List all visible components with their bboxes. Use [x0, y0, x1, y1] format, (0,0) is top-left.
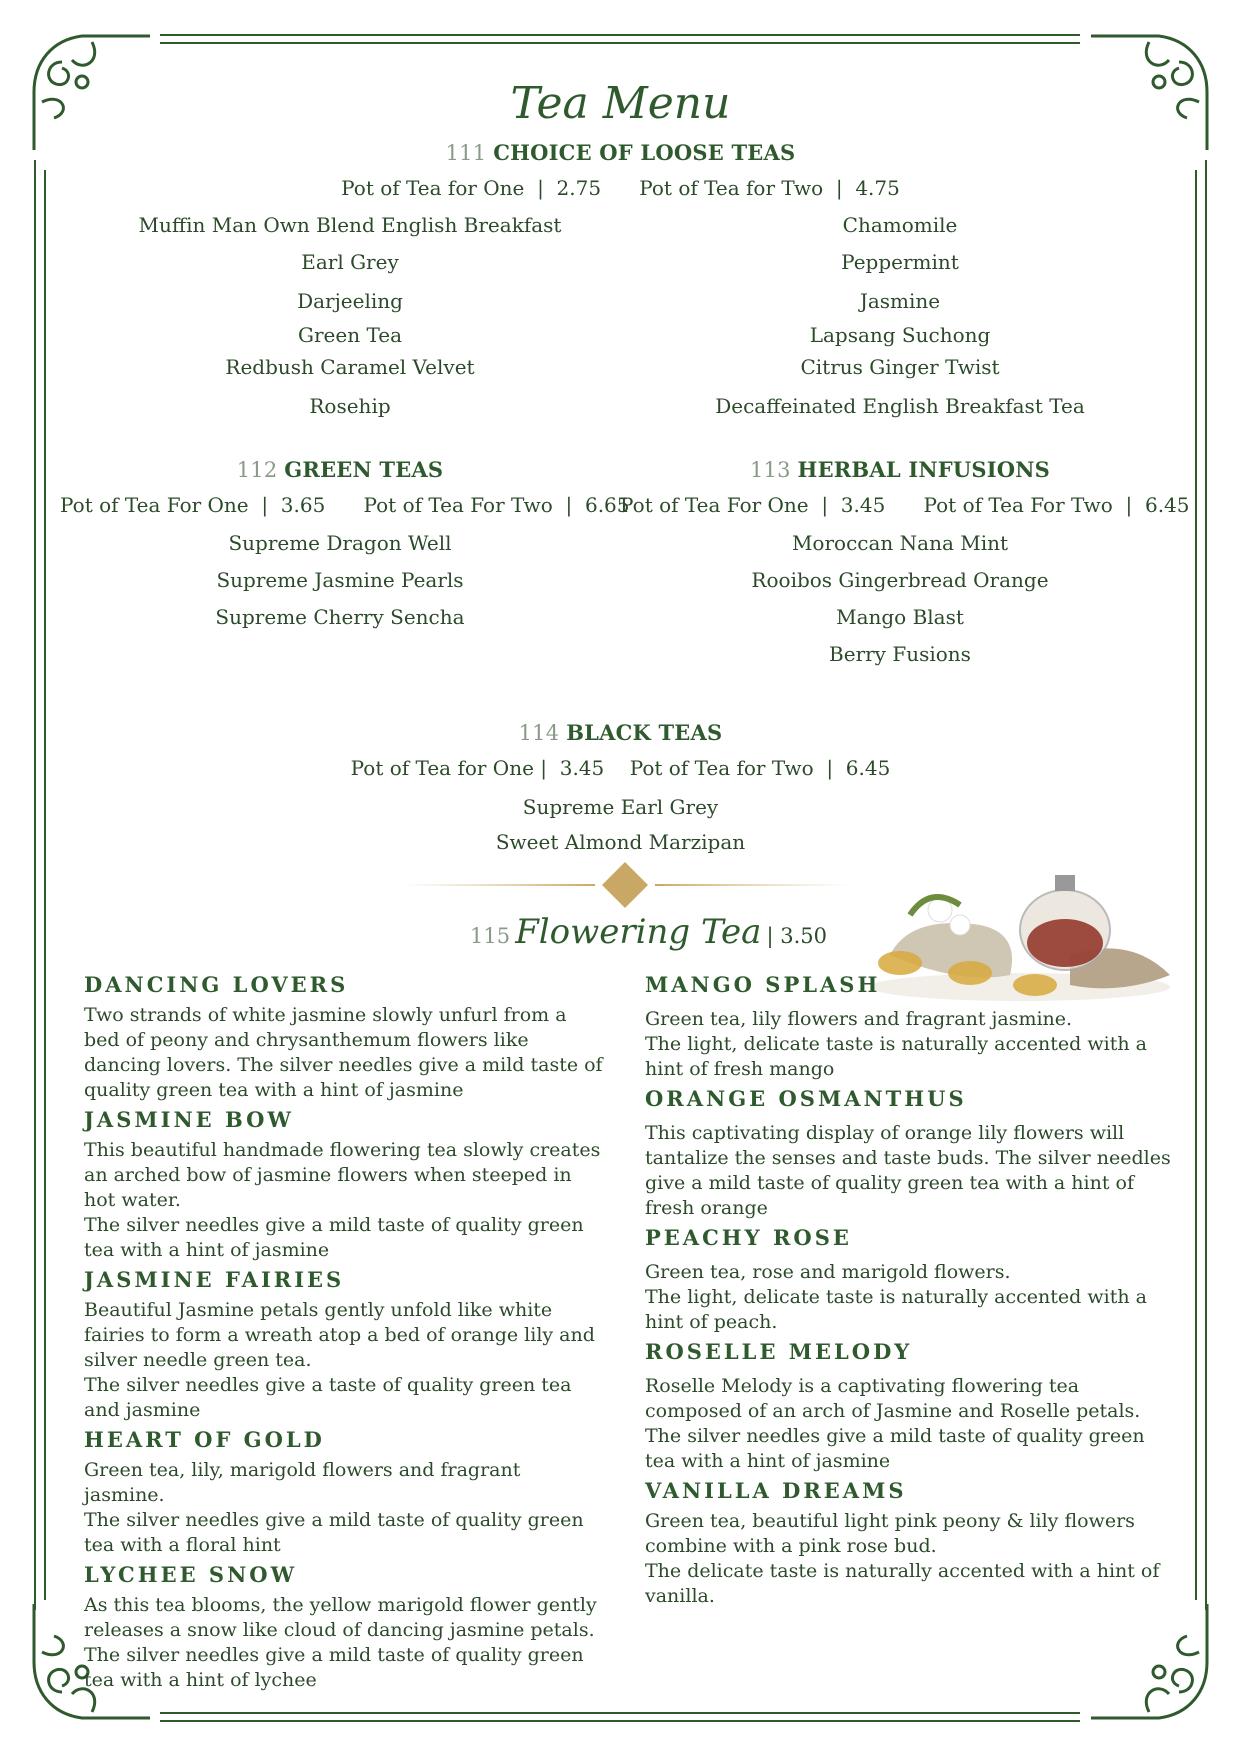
section-number: 113: [749, 458, 791, 482]
black-item: Sweet Almond Marzipan: [495, 830, 746, 854]
loose-item: Muffin Man Own Blend English Breakfast: [138, 213, 562, 237]
loose-item: Earl Grey: [301, 250, 399, 274]
flower-tea-name: JASMINE FAIRIES: [84, 1267, 345, 1292]
flowering-price: | 3.50: [766, 924, 827, 948]
loose-item: Rosehip: [309, 394, 391, 418]
loose-item: Jasmine: [859, 289, 941, 313]
flower-tea-desc: This beautiful handmade flowering tea slowly creates an arched bow of jasmine flowers when steeped in hot water. The silver needles give a mild taste of quality green tea with a hint of jasmine: [84, 1139, 601, 1261]
menu-title: Tea Menu: [510, 78, 731, 129]
loose-item: Citrus Ginger Twist: [800, 355, 1000, 379]
frame-bottom-line: [160, 1712, 1080, 1714]
flower-tea-desc: Roselle Melody is a captivating flowering tea composed of an arch of Jasmine and Roselle petals. The silver needles give a mild taste of quality green tea with a hint of jasmine: [645, 1375, 1145, 1472]
herbal-item: Mango Blast: [836, 605, 964, 629]
section-number: 112: [236, 458, 278, 482]
flower-tea-entry: [645, 1225, 1175, 1335]
section-heading-flowering: [470, 912, 827, 952]
frame-top-line: [160, 34, 1080, 36]
section-name: CHOICE OF LOOSE TEAS: [493, 140, 796, 165]
flower-tea-desc: Green tea, beautiful light pink peony & lily flowers combine with a pink rose bud. The delicate taste is naturally accented with a hint of vanilla.: [645, 1510, 1160, 1607]
herbal-item: Rooibos Gingerbread Orange: [751, 568, 1049, 592]
flower-tea-desc: Two strands of white jasmine slowly unfurl from a bed of peony and chrysanthemum flowers like dancing lovers. The silver needles give a mild taste of quality green tea with a hint of jasmine: [84, 1004, 603, 1101]
flowering-left-column: [84, 972, 604, 1693]
gold-divider: [400, 860, 850, 910]
section-number: 111: [445, 141, 487, 165]
section-heading-herbal: [620, 457, 1180, 482]
section-heading-black: [0, 720, 1241, 745]
frame-left-line-inner: [44, 170, 46, 1600]
flower-tea-entry: [645, 1478, 1175, 1609]
loose-item: Green Tea: [298, 323, 402, 347]
loose-item: Darjeeling: [297, 289, 403, 313]
corner-flourish-bottom-right: [1089, 1602, 1219, 1732]
flower-tea-desc: As this tea blooms, the yellow marigold flower gently releases a snow like cloud of dancing jasmine petals. The silver needles give a mild taste of quality green tea with a hint of lychee: [84, 1594, 597, 1691]
flower-tea-entry: [645, 1086, 1175, 1221]
flower-tea-desc: Beautiful Jasmine petals gently unfold like white fairies to form a wreath atop a bed of orange lily and silver needle green tea. The silver needles give a taste of quality green tea and jasmine: [84, 1299, 595, 1421]
flower-tea-name: PEACHY ROSE: [645, 1225, 852, 1250]
flower-tea-entry: [645, 972, 1175, 1082]
black-item: Supreme Earl Grey: [522, 795, 719, 819]
flower-tea-entry: [84, 1267, 604, 1423]
flower-tea-desc: This captivating display of orange lily flowers will tantalize the senses and taste buds. The silver needles give a mild taste of quality green tea with a hint of fresh orange: [645, 1122, 1171, 1219]
herbal-item: Moroccan Nana Mint: [791, 531, 1009, 555]
flower-tea-entry: [84, 1427, 604, 1558]
flower-tea-name: DANCING LOVERS: [84, 972, 349, 997]
section-name: HERBAL INFUSIONS: [797, 457, 1051, 482]
black-price-line: Pot of Tea for One | 3.45 Pot of Tea for Two | 6.45: [350, 756, 891, 780]
loose-price-line: Pot of Tea for One | 2.75 Pot of Tea for Two | 4.75: [341, 176, 900, 200]
herbal-price-line: Pot of Tea For One | 3.45 Pot of Tea For Two | 6.45: [620, 493, 1190, 517]
flower-tea-name: ROSELLE MELODY: [645, 1339, 913, 1364]
loose-item: Chamomile: [842, 213, 958, 237]
flower-tea-name: JASMINE BOW: [84, 1107, 294, 1132]
loose-item: Redbush Caramel Velvet: [225, 355, 475, 379]
flower-tea-name: LYCHEE SNOW: [84, 1562, 298, 1587]
flowering-title: Flowering Tea: [515, 912, 762, 952]
loose-item: Lapsang Suchong: [809, 323, 991, 347]
frame-right-line-inner: [1195, 170, 1197, 1600]
frame-left-line: [34, 160, 36, 1610]
section-name: BLACK TEAS: [566, 720, 723, 745]
flower-tea-entry: [84, 1107, 604, 1263]
flower-tea-entry: [645, 1339, 1175, 1474]
section-name: GREEN TEAS: [284, 457, 444, 482]
loose-item: Decaffeinated English Breakfast Tea: [715, 394, 1085, 418]
flower-tea-entry: [84, 1562, 604, 1693]
section-heading-loose: [0, 140, 1241, 165]
flower-tea-name: HEART OF GOLD: [84, 1427, 325, 1452]
flower-tea-desc: Green tea, rose and marigold flowers. The light, delicate taste is naturally accented with a hint of peach.: [645, 1261, 1147, 1333]
section-number: 115: [470, 924, 511, 948]
flower-tea-name: ORANGE OSMANTHUS: [645, 1086, 967, 1111]
green-item: Supreme Cherry Sencha: [215, 605, 465, 629]
frame-top-line-inner: [160, 42, 1080, 44]
loose-item: Peppermint: [841, 250, 959, 274]
section-heading-green: [60, 457, 620, 482]
green-item: Supreme Dragon Well: [228, 531, 452, 555]
frame-bottom-line-inner: [160, 1720, 1080, 1722]
flower-tea-entry: [84, 972, 604, 1103]
flower-tea-name: MANGO SPLASH: [645, 972, 881, 997]
flower-tea-name: VANILLA DREAMS: [645, 1478, 907, 1503]
herbal-item: Berry Fusions: [829, 642, 971, 666]
section-number: 114: [518, 721, 560, 745]
flower-tea-desc: Green tea, lily, marigold flowers and fragrant jasmine. The silver needles give a mild taste of quality green tea with a floral hint: [84, 1459, 584, 1556]
frame-right-line: [1205, 160, 1207, 1610]
green-item: Supreme Jasmine Pearls: [216, 568, 464, 592]
flowering-right-column: [645, 972, 1175, 1609]
green-price-line: Pot of Tea For One | 3.65 Pot of Tea For Two | 6.65: [60, 493, 630, 517]
flower-tea-desc: Green tea, lily flowers and fragrant jasmine. The light, delicate taste is naturally accented with a hint of fresh mango: [645, 1008, 1147, 1080]
